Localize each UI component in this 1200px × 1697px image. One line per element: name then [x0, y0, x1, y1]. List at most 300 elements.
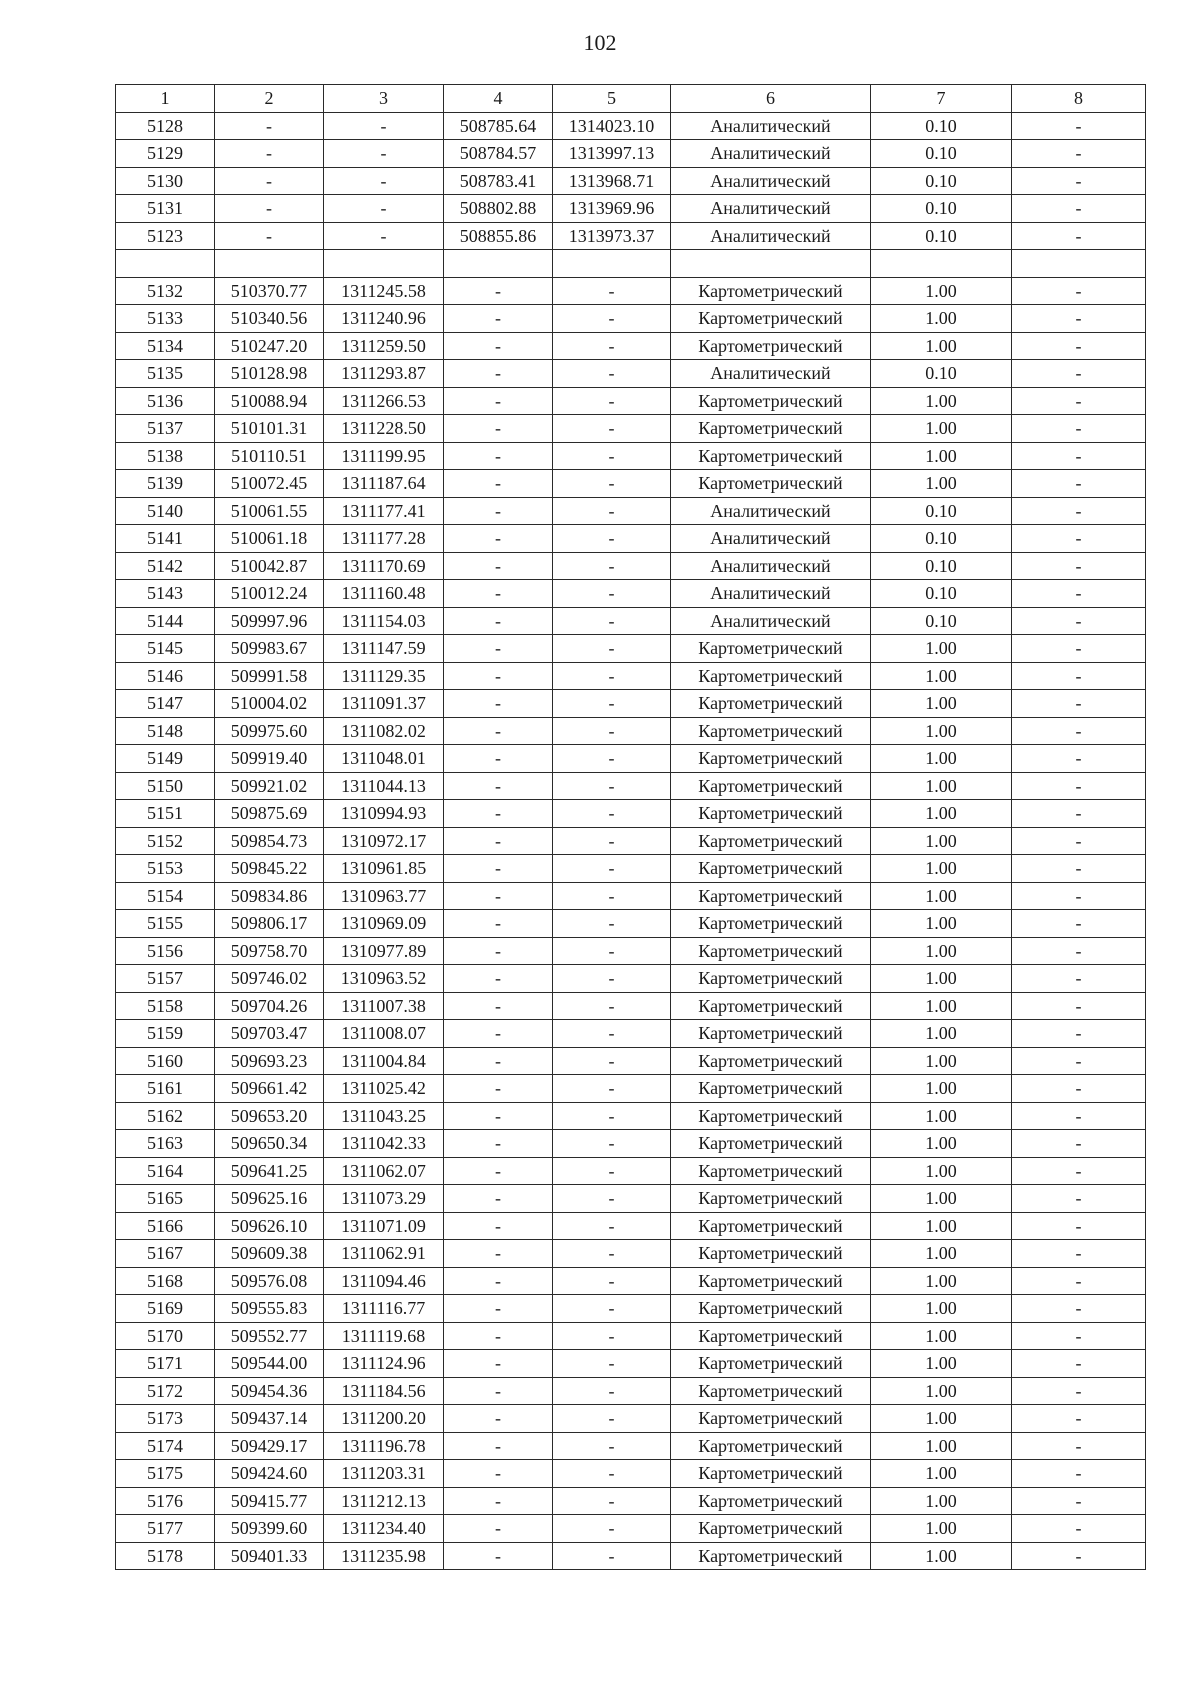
table-row [116, 1377, 1146, 1405]
table-cell: - [553, 910, 671, 938]
table-cell: - [215, 167, 324, 195]
table-cell: - [1012, 1515, 1146, 1543]
table-row [116, 800, 1146, 828]
table-cell: 1.00 [871, 1322, 1012, 1350]
table-cell: - [1012, 1295, 1146, 1323]
table-cell: 5161 [116, 1075, 215, 1103]
table-cell: 509997.96 [215, 607, 324, 635]
table-cell: - [1012, 1487, 1146, 1515]
table-cell: 5150 [116, 772, 215, 800]
table-cell: 1.00 [871, 1405, 1012, 1433]
table-cell: - [1012, 745, 1146, 773]
table-cell: - [444, 910, 553, 938]
table-cell: - [553, 992, 671, 1020]
table-cell: - [324, 222, 444, 250]
table-row [116, 222, 1146, 250]
table-cell: Аналитический [671, 222, 871, 250]
table-cell: 1.00 [871, 1295, 1012, 1323]
table-cell: - [444, 1295, 553, 1323]
table-cell: Аналитический [671, 607, 871, 635]
table-row [116, 360, 1146, 388]
table-cell: 1.00 [871, 415, 1012, 443]
table-cell: - [444, 855, 553, 883]
table-row-spacer [116, 250, 1146, 278]
table-cell: - [1012, 140, 1146, 168]
table-cell: - [553, 882, 671, 910]
table-cell: - [1012, 690, 1146, 718]
table-cell: Картометрический [671, 1350, 871, 1378]
table-cell: Картометрический [671, 965, 871, 993]
table-cell: 5123 [116, 222, 215, 250]
table-cell: 509661.42 [215, 1075, 324, 1103]
table-cell: - [215, 195, 324, 223]
table-cell: - [553, 965, 671, 993]
table-cell: - [1012, 1240, 1146, 1268]
table-cell: - [324, 140, 444, 168]
table-cell: Картометрический [671, 1487, 871, 1515]
table-cell: 5135 [116, 360, 215, 388]
table-cell: Картометрический [671, 1020, 871, 1048]
table-row [116, 1350, 1146, 1378]
table-cell: 1311228.50 [324, 415, 444, 443]
table-cell: - [444, 332, 553, 360]
table-cell: Картометрический [671, 1185, 871, 1213]
table-cell: 1.00 [871, 855, 1012, 883]
table-cell: 5171 [116, 1350, 215, 1378]
table-cell: 1311154.03 [324, 607, 444, 635]
table-cell: Картометрический [671, 1377, 871, 1405]
table-cell: - [553, 470, 671, 498]
table-cell: 5160 [116, 1047, 215, 1075]
table-cell: 1310969.09 [324, 910, 444, 938]
table-row [116, 1295, 1146, 1323]
table-cell: 5132 [116, 277, 215, 305]
table-cell: 509437.14 [215, 1405, 324, 1433]
table-cell: 1.00 [871, 800, 1012, 828]
table-cell: 1310994.93 [324, 800, 444, 828]
table-cell: 5173 [116, 1405, 215, 1433]
table-cell: 1313969.96 [553, 195, 671, 223]
table-cell: - [553, 387, 671, 415]
table-cell: 509834.86 [215, 882, 324, 910]
table-cell: 1.00 [871, 992, 1012, 1020]
table-cell: 509641.25 [215, 1157, 324, 1185]
table-cell: 509555.83 [215, 1295, 324, 1323]
table-row [116, 1432, 1146, 1460]
table-cell: 5155 [116, 910, 215, 938]
table-cell: Картометрический [671, 827, 871, 855]
table-cell: Картометрический [671, 1405, 871, 1433]
column-header: 2 [215, 85, 324, 113]
table-cell: - [1012, 1460, 1146, 1488]
table-cell: - [1012, 442, 1146, 470]
table-row [116, 882, 1146, 910]
table-cell: - [1012, 1432, 1146, 1460]
table-cell: 1311266.53 [324, 387, 444, 415]
table-cell: 1311094.46 [324, 1267, 444, 1295]
table-cell: - [553, 1267, 671, 1295]
table-cell: 1.00 [871, 1102, 1012, 1130]
table-cell: 509983.67 [215, 635, 324, 663]
table-cell: 509919.40 [215, 745, 324, 773]
table-cell: 509758.70 [215, 937, 324, 965]
table-cell: 509650.34 [215, 1130, 324, 1158]
table-cell: - [1012, 415, 1146, 443]
table-cell: 1.00 [871, 882, 1012, 910]
table-cell: - [1012, 910, 1146, 938]
table-row [116, 580, 1146, 608]
table-cell: 5138 [116, 442, 215, 470]
table-cell: Картометрический [671, 1157, 871, 1185]
table-cell: 1.00 [871, 277, 1012, 305]
table-cell: 1311071.09 [324, 1212, 444, 1240]
table-row [116, 305, 1146, 333]
table-row [116, 195, 1146, 223]
table-cell: 1.00 [871, 745, 1012, 773]
table-cell: 5169 [116, 1295, 215, 1323]
table-cell: - [553, 332, 671, 360]
table-cell: - [553, 1487, 671, 1515]
table-cell [671, 250, 871, 278]
table-cell: 1.00 [871, 717, 1012, 745]
table-cell: 508855.86 [444, 222, 553, 250]
table-cell: - [444, 1515, 553, 1543]
table-row [116, 607, 1146, 635]
table-body [116, 112, 1146, 1570]
table-cell: 1.00 [871, 442, 1012, 470]
table-cell: 5168 [116, 1267, 215, 1295]
table-cell: 5174 [116, 1432, 215, 1460]
table-cell: Картометрический [671, 1240, 871, 1268]
table-cell: - [215, 222, 324, 250]
table-cell: 1311147.59 [324, 635, 444, 663]
table-cell: 510061.55 [215, 497, 324, 525]
table-cell: - [553, 800, 671, 828]
table-row [116, 277, 1146, 305]
table-row [116, 1405, 1146, 1433]
table-cell: 510012.24 [215, 580, 324, 608]
table-cell: 5143 [116, 580, 215, 608]
table-cell: - [444, 415, 553, 443]
table-cell: 510088.94 [215, 387, 324, 415]
table-cell: - [1012, 525, 1146, 553]
table-cell: 1311025.42 [324, 1075, 444, 1103]
table-cell: 1311293.87 [324, 360, 444, 388]
table-cell: Картометрический [671, 332, 871, 360]
table-cell: - [553, 552, 671, 580]
table-cell: 510370.77 [215, 277, 324, 305]
table-cell: - [444, 937, 553, 965]
table-cell: 509454.36 [215, 1377, 324, 1405]
table-cell: 5136 [116, 387, 215, 415]
table-cell: 1.00 [871, 662, 1012, 690]
table-cell: 1311196.78 [324, 1432, 444, 1460]
table-cell: 1311200.20 [324, 1405, 444, 1433]
table-cell: - [444, 772, 553, 800]
table-cell: 508785.64 [444, 112, 553, 140]
table-cell: - [553, 1405, 671, 1433]
table-cell: Картометрический [671, 745, 871, 773]
table-cell: - [444, 552, 553, 580]
table-cell: - [444, 827, 553, 855]
table-cell: 1310961.85 [324, 855, 444, 883]
table-cell: - [553, 690, 671, 718]
table-cell: 5176 [116, 1487, 215, 1515]
table-cell: 509875.69 [215, 800, 324, 828]
table-row [116, 387, 1146, 415]
table-cell: 5142 [116, 552, 215, 580]
table-cell: - [1012, 1020, 1146, 1048]
table-cell: Аналитический [671, 552, 871, 580]
table-cell: 509625.16 [215, 1185, 324, 1213]
table-cell: 5159 [116, 1020, 215, 1048]
table-cell: 0.10 [871, 360, 1012, 388]
table-cell: 509746.02 [215, 965, 324, 993]
table-cell: 0.10 [871, 222, 1012, 250]
table-cell: Картометрический [671, 1432, 871, 1460]
table-cell: 1311091.37 [324, 690, 444, 718]
table-cell: 5162 [116, 1102, 215, 1130]
table-cell: Картометрический [671, 937, 871, 965]
table-row [116, 717, 1146, 745]
table-cell: 1.00 [871, 470, 1012, 498]
table-cell [324, 250, 444, 278]
table-cell: - [1012, 1350, 1146, 1378]
table-row [116, 442, 1146, 470]
table-row [116, 910, 1146, 938]
table-cell: 1.00 [871, 965, 1012, 993]
table-cell: - [1012, 387, 1146, 415]
table-cell: 510072.45 [215, 470, 324, 498]
table-cell: - [444, 277, 553, 305]
table-cell: - [444, 1432, 553, 1460]
table-cell: - [444, 607, 553, 635]
table-cell: - [1012, 717, 1146, 745]
table-cell: 5146 [116, 662, 215, 690]
table-cell: 1311007.38 [324, 992, 444, 1020]
table-cell: 5165 [116, 1185, 215, 1213]
table-cell: - [553, 497, 671, 525]
table-row [116, 965, 1146, 993]
table-row [116, 1020, 1146, 1048]
table-cell: - [553, 1075, 671, 1103]
table-cell: 1311073.29 [324, 1185, 444, 1213]
table-cell: 1311043.25 [324, 1102, 444, 1130]
table-cell: - [1012, 827, 1146, 855]
table-cell: 509626.10 [215, 1212, 324, 1240]
table-cell [871, 250, 1012, 278]
table-cell: 509401.33 [215, 1542, 324, 1570]
table-cell: 508784.57 [444, 140, 553, 168]
table-cell: 1310963.52 [324, 965, 444, 993]
table-cell: 1311004.84 [324, 1047, 444, 1075]
table-cell: - [444, 387, 553, 415]
table-cell: 1311234.40 [324, 1515, 444, 1543]
table-cell: - [1012, 167, 1146, 195]
table-cell: - [1012, 992, 1146, 1020]
table-cell: 509693.23 [215, 1047, 324, 1075]
table-cell: - [553, 1350, 671, 1378]
table-cell: - [444, 360, 553, 388]
table-cell: - [553, 1212, 671, 1240]
table-cell: Аналитический [671, 525, 871, 553]
table-cell: 510004.02 [215, 690, 324, 718]
table-cell: - [1012, 772, 1146, 800]
table-cell: 510247.20 [215, 332, 324, 360]
table-cell: 1.00 [871, 1350, 1012, 1378]
table-cell: 1.00 [871, 1377, 1012, 1405]
table-cell: - [324, 112, 444, 140]
table-cell: - [553, 827, 671, 855]
table-cell: Картометрический [671, 1267, 871, 1295]
table-cell: Картометрический [671, 277, 871, 305]
table-cell: Картометрический [671, 1542, 871, 1570]
table-cell: 1.00 [871, 910, 1012, 938]
table-cell: 1311245.58 [324, 277, 444, 305]
table-cell: 509544.00 [215, 1350, 324, 1378]
table-cell: Картометрический [671, 717, 871, 745]
table-cell: - [1012, 937, 1146, 965]
table-row [116, 497, 1146, 525]
table-cell: 509415.77 [215, 1487, 324, 1515]
table-cell: - [1012, 580, 1146, 608]
table-cell: 509991.58 [215, 662, 324, 690]
table-row [116, 332, 1146, 360]
table-row [116, 1047, 1146, 1075]
table-cell: 509552.77 [215, 1322, 324, 1350]
table-cell: Картометрический [671, 1322, 871, 1350]
table-cell: 509703.47 [215, 1020, 324, 1048]
table-cell: 5167 [116, 1240, 215, 1268]
table-cell: 1311187.64 [324, 470, 444, 498]
table-cell: - [1012, 1185, 1146, 1213]
table-cell: 1311170.69 [324, 552, 444, 580]
table-cell: 1.00 [871, 332, 1012, 360]
table-cell: 1.00 [871, 635, 1012, 663]
table-cell: - [553, 855, 671, 883]
table-cell: 508802.88 [444, 195, 553, 223]
table-cell: - [444, 882, 553, 910]
table-cell: 1.00 [871, 1157, 1012, 1185]
table-cell: - [1012, 112, 1146, 140]
table-cell: - [444, 800, 553, 828]
table-cell: 5178 [116, 1542, 215, 1570]
table-cell: 1311044.13 [324, 772, 444, 800]
table-cell: - [444, 1020, 553, 1048]
table-cell: - [444, 525, 553, 553]
table-cell: 509429.17 [215, 1432, 324, 1460]
table-cell: Картометрический [671, 1075, 871, 1103]
table-cell: 1310963.77 [324, 882, 444, 910]
table-cell: 510042.87 [215, 552, 324, 580]
table-cell: - [444, 1542, 553, 1570]
coordinates-table [115, 84, 1146, 1570]
table-cell: - [553, 415, 671, 443]
table-cell: 5164 [116, 1157, 215, 1185]
table-cell: 1311160.48 [324, 580, 444, 608]
table-cell: - [444, 1350, 553, 1378]
table-cell: - [553, 1102, 671, 1130]
table-cell: - [553, 937, 671, 965]
table-cell: 510128.98 [215, 360, 324, 388]
table-row [116, 1185, 1146, 1213]
table-cell: - [553, 1020, 671, 1048]
table-cell: - [444, 635, 553, 663]
table-row [116, 470, 1146, 498]
table-cell: 5152 [116, 827, 215, 855]
table-row [116, 1542, 1146, 1570]
table-cell: - [1012, 800, 1146, 828]
table-cell: - [1012, 1267, 1146, 1295]
table-cell: 5149 [116, 745, 215, 773]
table-row [116, 140, 1146, 168]
table-cell: - [1012, 1377, 1146, 1405]
table-cell: - [444, 745, 553, 773]
table-cell: Аналитический [671, 497, 871, 525]
table-cell: - [444, 1377, 553, 1405]
table-row [116, 552, 1146, 580]
table-cell: 509424.60 [215, 1460, 324, 1488]
table-row [116, 167, 1146, 195]
table-cell: - [215, 140, 324, 168]
table-cell: Картометрический [671, 470, 871, 498]
table-cell: 1311119.68 [324, 1322, 444, 1350]
table-cell: 5151 [116, 800, 215, 828]
table-cell: - [1012, 662, 1146, 690]
table-cell: Аналитический [671, 112, 871, 140]
table-cell: 1311259.50 [324, 332, 444, 360]
table-cell: 5157 [116, 965, 215, 993]
table-cell: Картометрический [671, 305, 871, 333]
table-cell [215, 250, 324, 278]
table-cell: - [1012, 607, 1146, 635]
table-row [116, 112, 1146, 140]
table-row [116, 690, 1146, 718]
table-cell: 1.00 [871, 305, 1012, 333]
table-cell: - [1012, 1130, 1146, 1158]
table-cell: 1.00 [871, 1130, 1012, 1158]
table-cell: 509399.60 [215, 1515, 324, 1543]
table-cell: Картометрический [671, 882, 871, 910]
table-cell: 1310972.17 [324, 827, 444, 855]
table-cell: Аналитический [671, 140, 871, 168]
table-row [116, 1267, 1146, 1295]
table-cell: 1311212.13 [324, 1487, 444, 1515]
table-cell: 1.00 [871, 772, 1012, 800]
table-cell: 5140 [116, 497, 215, 525]
table-cell: - [1012, 497, 1146, 525]
table-cell: - [1012, 965, 1146, 993]
table-cell: Картометрический [671, 992, 871, 1020]
table-cell: Картометрический [671, 1130, 871, 1158]
table-cell: Аналитический [671, 360, 871, 388]
table-cell: 1311203.31 [324, 1460, 444, 1488]
table-cell: 1311199.95 [324, 442, 444, 470]
table-cell: - [444, 1130, 553, 1158]
table-row [116, 1240, 1146, 1268]
table-cell: Аналитический [671, 580, 871, 608]
table-cell: - [1012, 1405, 1146, 1433]
table-cell: - [1012, 277, 1146, 305]
table-cell: 510340.56 [215, 305, 324, 333]
table-cell: - [444, 690, 553, 718]
table-row [116, 772, 1146, 800]
table-cell: - [444, 1102, 553, 1130]
table-row [116, 1487, 1146, 1515]
table-cell: - [553, 745, 671, 773]
table-cell: Картометрический [671, 855, 871, 883]
table-cell: 1.00 [871, 827, 1012, 855]
